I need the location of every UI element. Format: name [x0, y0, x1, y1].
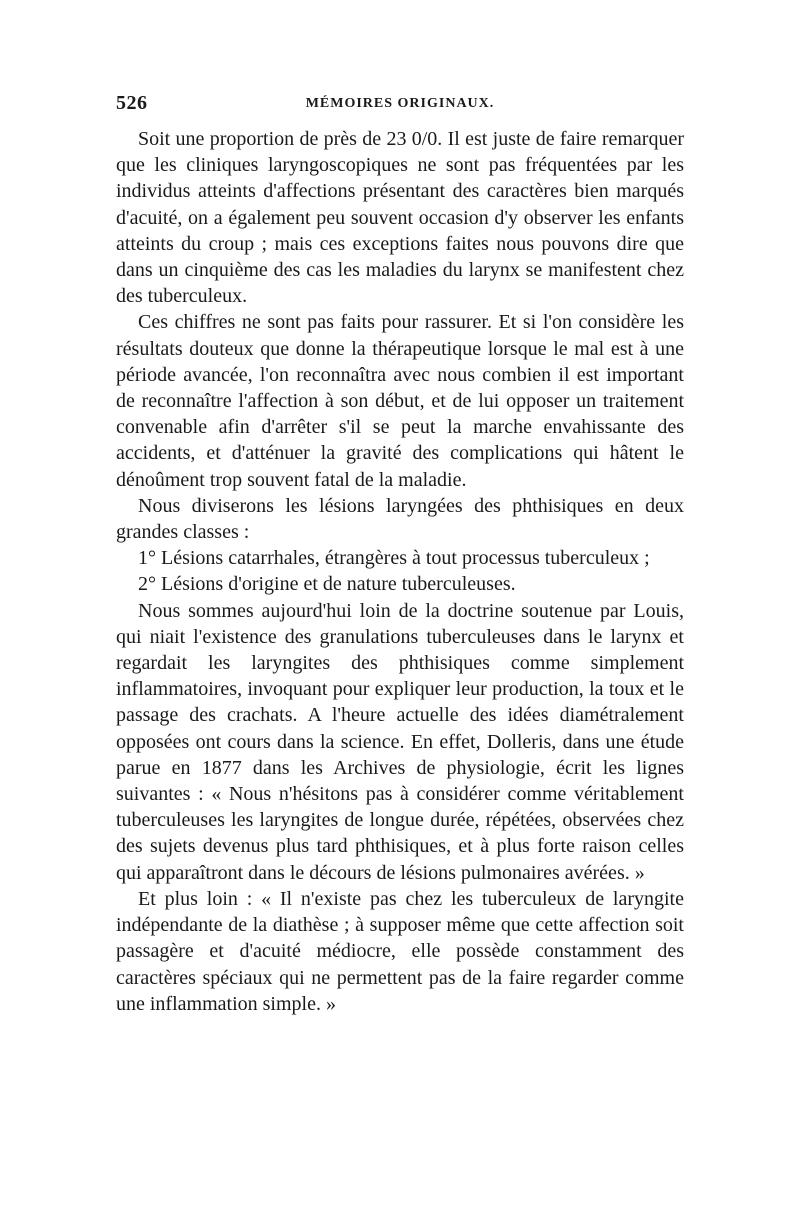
book-page [116, 92, 684, 1017]
paragraph: Nous diviserons les lésions laryngées des phthisiques en deux grandes classes : [116, 494, 684, 544]
paragraph: Soit une proportion de près de 23 0/0. Il est juste de faire remarquer que les cliniques laryngoscopiques ne sont pas fréquentées par les individus atteints d'affections présentant des caractères bien marqués d'acuité, on a également peu souvent occasion d'y observer les enfants atteints du croup ; mais ces exceptions faites nous pouvons dire que dans un cinquième des cas les maladies du larynx se manifestent chez des tuberculeux. [116, 128, 684, 308]
paragraph: Ces chiffres ne sont pas faits pour rassurer. Et si l'on considère les résultats douteux que donne la thérapeutique lorsque le mal est à une période avancée, l'on reconnaîtra avec nous combien il est important de reconnaître l'affection à son début, et de lui opposer un traitement convenable afin d'arrêter s'il se peut la marche envahissante des accidents, et d'atténuer la gravité des complications qui hâtent le dénoûment trop souvent fatal de la maladie. [116, 311, 684, 491]
running-title: MÉMOIRES ORIGINAUX. [305, 96, 495, 111]
body-text [116, 126, 684, 1017]
page-number: 526 [116, 92, 148, 114]
paragraph: Nous sommes aujourd'hui loin de la doctrine soutenue par Louis, qui niait l'existence des granulations tuberculeuses dans le larynx et regardait les laryngites des phthisiques comme simplement inflammatoires, invoquant pour expliquer leur production, la toux et le passage des crachats. A l'heure actuelle des idées diamétralement opposées ont cours dans la science. En effet, Dolleris, dans une étude parue en 1877 dans les Archives de physiologie, écrit les lignes suivantes : « Nous n'hésitons pas à considérer comme véritablement tuberculeuses les laryngites de longue durée, répétées, observées chez des sujets devenus plus tard phthisiques, et à plus forte raison celles qui apparaîtront dans le décours de lésions pulmonaires avérées. » [116, 599, 684, 884]
paragraph: Et plus loin : « Il n'existe pas chez les tuberculeux de laryngite indépendante de la diathèse ; à supposer même que cette affection soit passagère et d'acuité médiocre, elle possède constamment des caractères spéciaux qui ne permettent pas de la faire regarder comme une inflammation simple. » [116, 887, 684, 1015]
running-head [116, 92, 684, 122]
list-item: 1° Lésions catarrhales, étrangères à tout processus tuberculeux ; [138, 547, 650, 570]
list-item: 2° Lésions d'origine et de nature tuberculeuses. [138, 573, 516, 596]
